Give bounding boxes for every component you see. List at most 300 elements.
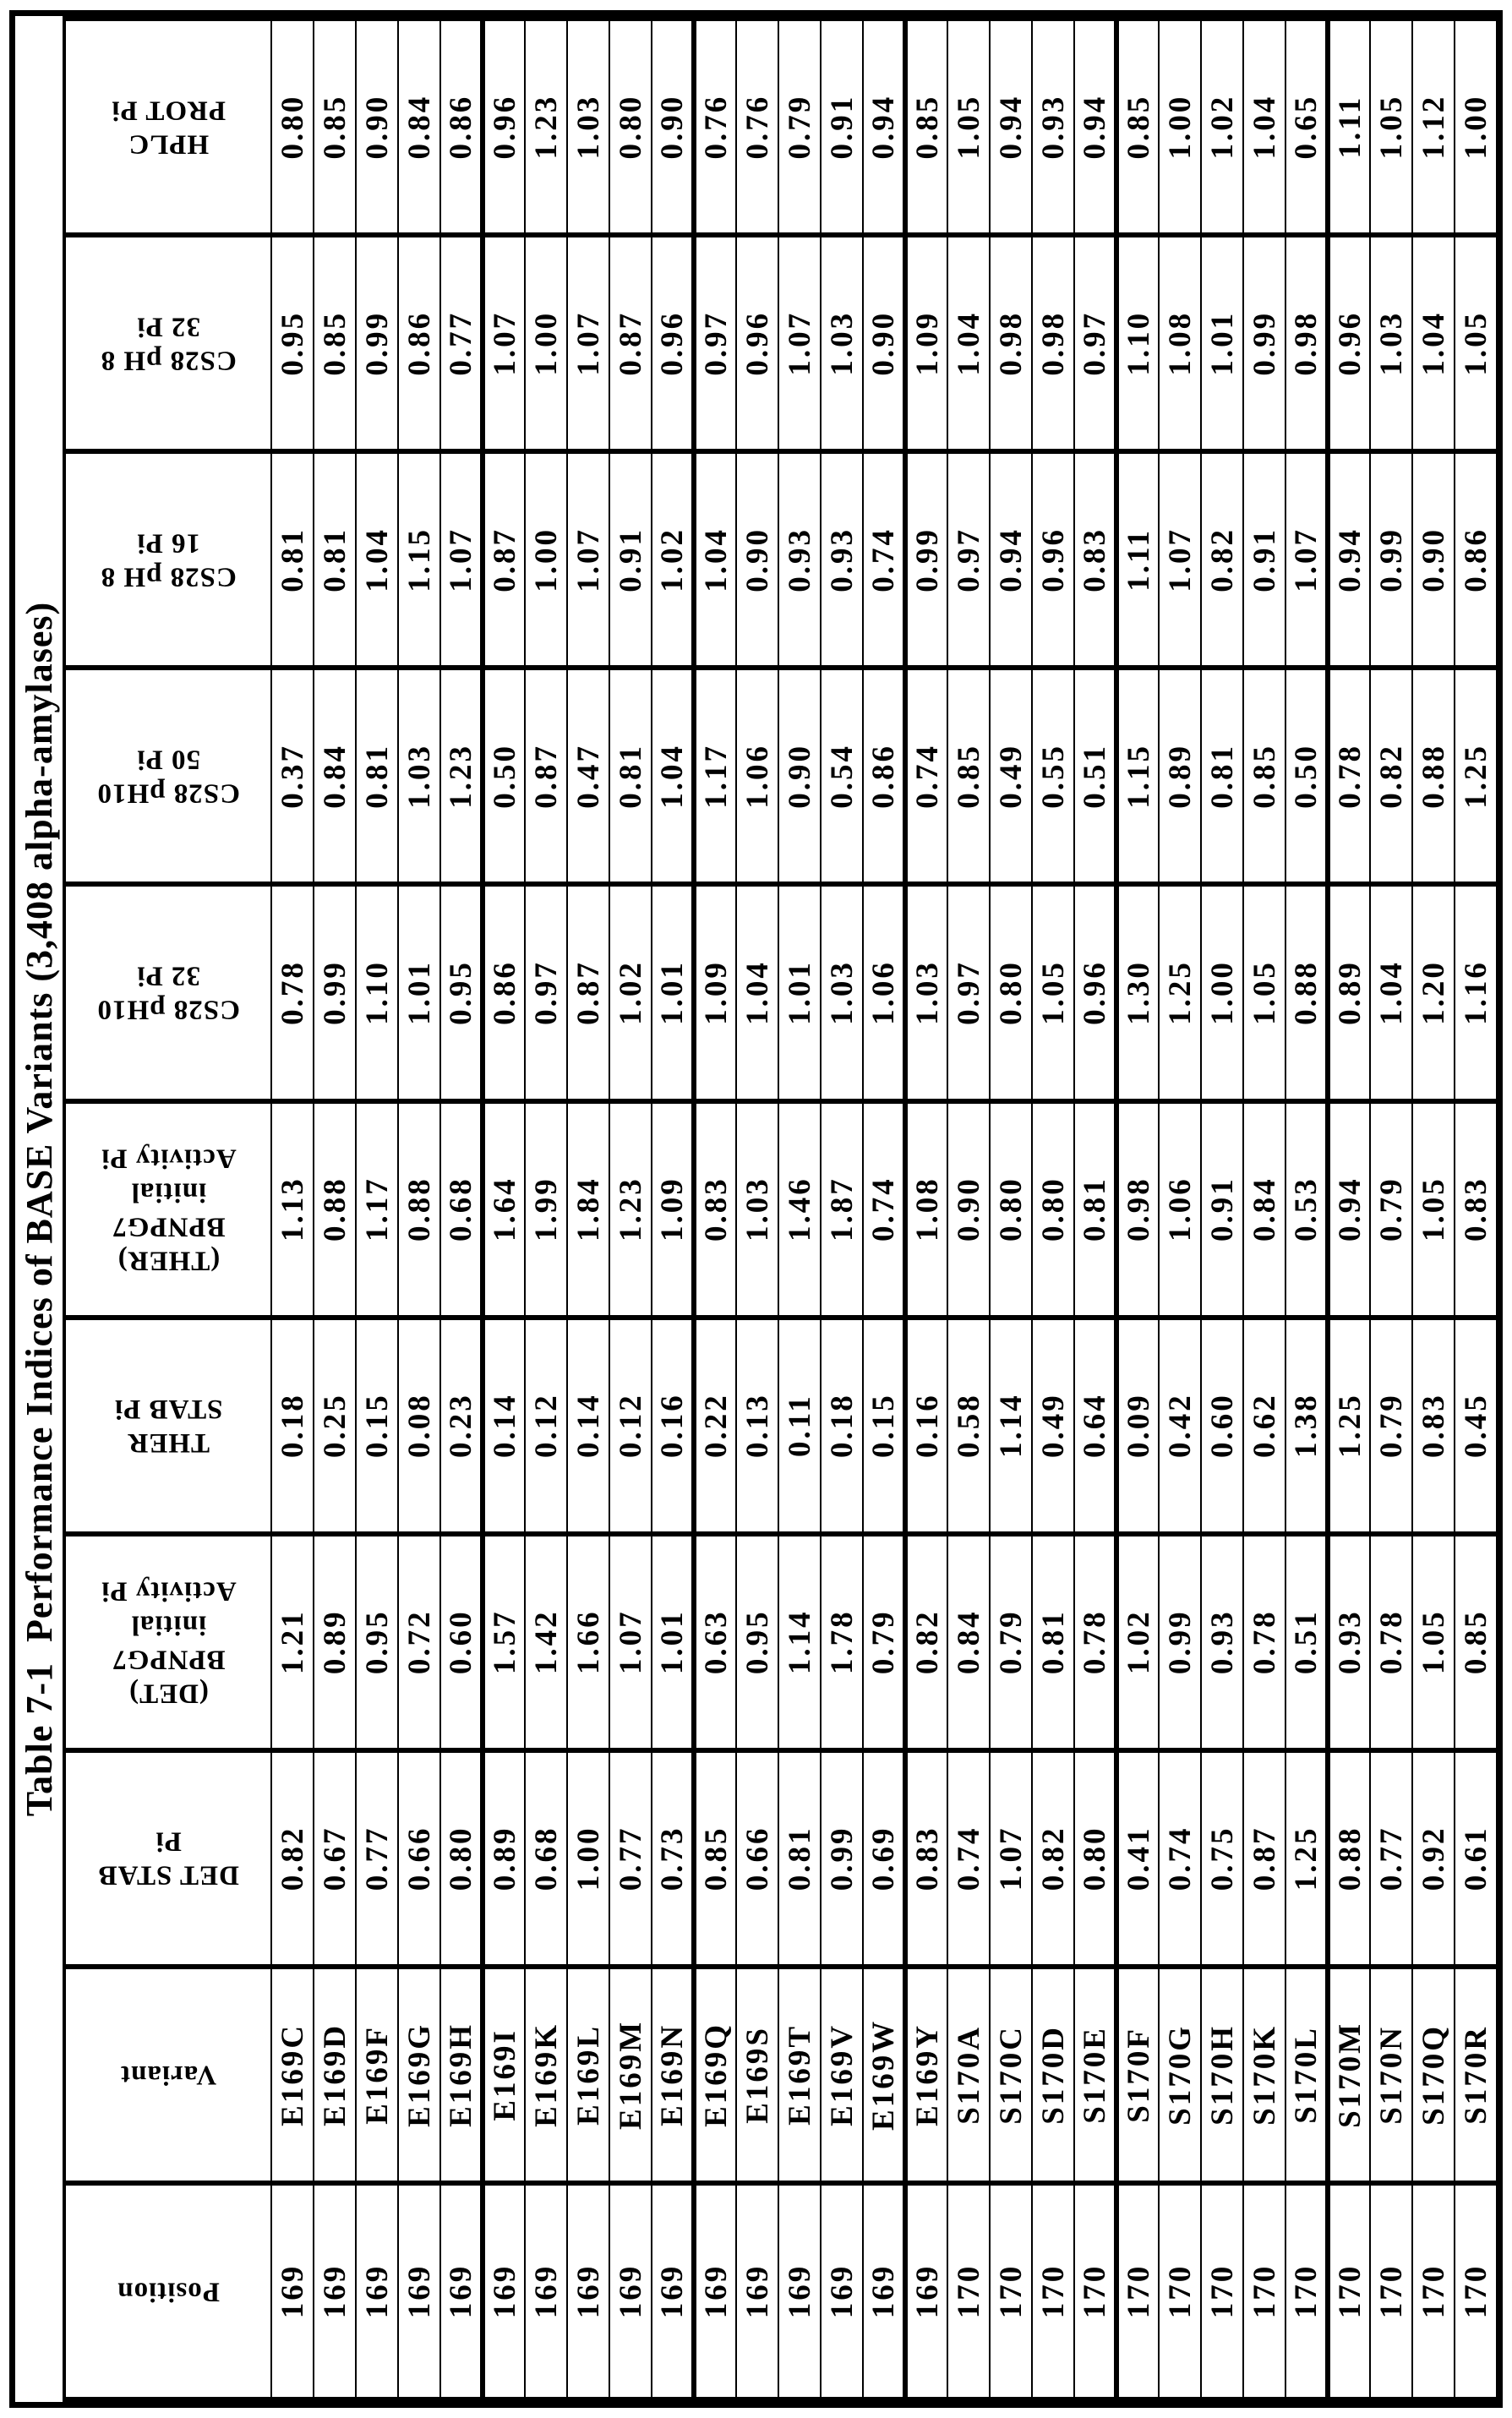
cell-cs28_ph10_32: 0.78 <box>271 884 314 1100</box>
cell-hplc_prot: 0.90 <box>356 19 398 235</box>
cell-det_act: 0.95 <box>356 1534 398 1750</box>
cell-variant: S170R <box>1455 1967 1497 2183</box>
cell-ther_stab: 0.45 <box>1455 1318 1497 1534</box>
cell-det_stab: 0.82 <box>1032 1750 1074 1967</box>
cell-cs28_ph10_50: 1.06 <box>736 668 778 884</box>
column-header-wrap <box>100 237 237 449</box>
table-row-S170K <box>1243 19 1285 2399</box>
cell-hplc_prot: 0.76 <box>736 19 778 235</box>
cell-cs28_ph10_50: 0.47 <box>567 668 609 884</box>
cell-cs28_ph8_32: 0.98 <box>1032 235 1074 451</box>
cell-ther_stab: 0.83 <box>1412 1318 1455 1534</box>
cell-det_stab: 0.87 <box>1243 1750 1285 1967</box>
cell-det_stab: 0.66 <box>736 1750 778 1967</box>
cell-det_stab: 0.74 <box>947 1750 990 1967</box>
cell-position: 170 <box>1243 2183 1285 2399</box>
column-header-cs28_ph8_16 <box>64 451 271 668</box>
cell-cs28_ph10_50: 1.25 <box>1455 668 1497 884</box>
column-header-variant <box>64 1967 271 2183</box>
cell-variant: S170G <box>1159 1967 1201 2183</box>
cell-cs28_ph10_32: 1.01 <box>778 884 821 1100</box>
cell-ther_act: 0.68 <box>440 1101 483 1318</box>
cell-cs28_ph8_32: 1.09 <box>905 235 947 451</box>
cell-ther_stab: 0.12 <box>609 1318 652 1534</box>
cell-ther_stab: 0.16 <box>905 1318 947 1534</box>
column-header-wrap <box>117 2186 220 2397</box>
cell-variant: E169I <box>483 1967 525 2183</box>
cell-cs28_ph10_50: 1.23 <box>440 668 483 884</box>
cell-cs28_ph8_16: 0.74 <box>863 451 905 668</box>
column-header-det_stab <box>64 1750 271 1967</box>
cell-det_stab: 0.77 <box>609 1750 652 1967</box>
cell-det_act: 0.93 <box>1328 1534 1370 1750</box>
cell-ther_stab: 0.16 <box>652 1318 694 1534</box>
cell-cs28_ph10_50: 0.88 <box>1412 668 1455 884</box>
cell-det_stab: 0.80 <box>440 1750 483 1967</box>
cell-position: 170 <box>1370 2183 1412 2399</box>
cell-cs28_ph8_16: 1.04 <box>694 451 736 668</box>
cell-cs28_ph8_32: 1.07 <box>567 235 609 451</box>
cell-cs28_ph8_16: 0.94 <box>1328 451 1370 668</box>
cell-det_act: 0.81 <box>1032 1534 1074 1750</box>
column-header-wrap <box>111 21 226 232</box>
cell-det_stab: 0.41 <box>1116 1750 1159 1967</box>
cell-cs28_ph8_32: 0.96 <box>736 235 778 451</box>
cell-variant: E169T <box>778 1967 821 2183</box>
cell-cs28_ph10_32: 0.80 <box>990 884 1032 1100</box>
cell-ther_act: 0.88 <box>398 1101 440 1318</box>
cell-det_stab: 0.89 <box>483 1750 525 1967</box>
cell-variant: E169N <box>652 1967 694 2183</box>
cell-det_stab: 0.67 <box>314 1750 356 1967</box>
cell-det_stab: 0.66 <box>398 1750 440 1967</box>
cell-cs28_ph8_16: 0.91 <box>1243 451 1285 668</box>
cell-cs28_ph10_32: 1.20 <box>1412 884 1455 1100</box>
cell-cs28_ph8_32: 0.98 <box>1285 235 1328 451</box>
cell-det_stab: 0.75 <box>1201 1750 1243 1967</box>
table-row-S170M <box>1328 19 1370 2399</box>
cell-ther_stab: 0.49 <box>1032 1318 1074 1534</box>
cell-position: 170 <box>1455 2183 1497 2399</box>
cell-ther_act: 0.83 <box>694 1101 736 1318</box>
table-row-S170L <box>1285 19 1328 2399</box>
cell-position: 169 <box>652 2183 694 2399</box>
cell-det_act: 1.07 <box>609 1534 652 1750</box>
rotated-table-container <box>9 10 1503 2408</box>
cell-cs28_ph10_32: 1.30 <box>1116 884 1159 1100</box>
column-header-label: Position <box>117 2276 220 2307</box>
cell-cs28_ph8_16: 0.87 <box>483 451 525 668</box>
table-row-E169S <box>736 19 778 2399</box>
cell-det_act: 0.63 <box>694 1534 736 1750</box>
cell-cs28_ph8_32: 0.96 <box>652 235 694 451</box>
column-header-cs28_ph10_32 <box>64 884 271 1100</box>
cell-position: 170 <box>947 2183 990 2399</box>
cell-ther_stab: 0.64 <box>1074 1318 1116 1534</box>
cell-det_stab: 1.07 <box>990 1750 1032 1967</box>
cell-det_stab: 0.77 <box>1370 1750 1412 1967</box>
cell-cs28_ph8_16: 0.97 <box>947 451 990 668</box>
cell-hplc_prot: 0.94 <box>863 19 905 235</box>
column-header-hplc_prot <box>64 19 271 235</box>
cell-det_stab: 0.81 <box>778 1750 821 1967</box>
cell-cs28_ph10_50: 1.15 <box>1116 668 1159 884</box>
cell-cs28_ph8_16: 1.07 <box>1285 451 1328 668</box>
cell-cs28_ph10_32: 1.03 <box>905 884 947 1100</box>
cell-ther_act: 1.99 <box>525 1101 567 1318</box>
cell-variant: E169H <box>440 1967 483 2183</box>
cell-cs28_ph10_32: 0.99 <box>314 884 356 1100</box>
column-header-wrap <box>97 1753 239 1964</box>
cell-hplc_prot: 0.85 <box>314 19 356 235</box>
cell-cs28_ph10_50: 0.87 <box>525 668 567 884</box>
cell-cs28_ph8_16: 0.90 <box>736 451 778 668</box>
cell-cs28_ph8_32: 0.77 <box>440 235 483 451</box>
cell-ther_stab: 0.11 <box>778 1318 821 1534</box>
cell-cs28_ph10_50: 0.89 <box>1159 668 1201 884</box>
cell-ther_stab: 0.62 <box>1243 1318 1285 1534</box>
cell-ther_stab: 1.25 <box>1328 1318 1370 1534</box>
cell-cs28_ph10_50: 0.54 <box>821 668 863 884</box>
column-header-label: CS28 pH 8 32 Pi <box>100 311 237 376</box>
cell-position: 169 <box>525 2183 567 2399</box>
cell-cs28_ph10_50: 0.81 <box>609 668 652 884</box>
cell-cs28_ph10_50: 0.84 <box>314 668 356 884</box>
cell-variant: S170A <box>947 1967 990 2183</box>
cell-ther_stab: 0.22 <box>694 1318 736 1534</box>
cell-cs28_ph8_16: 0.86 <box>1455 451 1497 668</box>
column-header-wrap <box>101 1104 237 1315</box>
cell-det_stab: 0.61 <box>1455 1750 1497 1967</box>
table-row-S170R <box>1455 19 1497 2399</box>
cell-cs28_ph8_32: 1.10 <box>1116 235 1159 451</box>
cell-variant: S170Q <box>1412 1967 1455 2183</box>
cell-position: 169 <box>778 2183 821 2399</box>
column-header-label: Variant <box>120 2060 216 2091</box>
cell-position: 170 <box>1159 2183 1201 2399</box>
cell-hplc_prot: 0.65 <box>1285 19 1328 235</box>
cell-position: 169 <box>905 2183 947 2399</box>
cell-det_stab: 0.80 <box>1074 1750 1116 1967</box>
cell-hplc_prot: 1.00 <box>1455 19 1497 235</box>
cell-cs28_ph10_32: 1.00 <box>1201 884 1243 1100</box>
cell-variant: S170F <box>1116 1967 1159 2183</box>
cell-cs28_ph10_32: 0.96 <box>1074 884 1116 1100</box>
cell-position: 169 <box>271 2183 314 2399</box>
cell-ther_stab: 0.23 <box>440 1318 483 1534</box>
table-row-E169C <box>271 19 314 2399</box>
cell-ther_stab: 0.08 <box>398 1318 440 1534</box>
cell-ther_act: 0.94 <box>1328 1101 1370 1318</box>
cell-cs28_ph10_32: 0.87 <box>567 884 609 1100</box>
cell-cs28_ph10_50: 0.81 <box>356 668 398 884</box>
cell-cs28_ph8_16: 0.90 <box>1412 451 1455 668</box>
cell-position: 169 <box>567 2183 609 2399</box>
cell-variant: S170N <box>1370 1967 1412 2183</box>
cell-ther_act: 0.80 <box>990 1101 1032 1318</box>
cell-det_act: 1.02 <box>1116 1534 1159 1750</box>
cell-ther_stab: 0.25 <box>314 1318 356 1534</box>
cell-hplc_prot: 0.94 <box>1074 19 1116 235</box>
cell-variant: E169M <box>609 1967 652 2183</box>
cell-ther_act: 0.79 <box>1370 1101 1412 1318</box>
cell-det_act: 0.60 <box>440 1534 483 1750</box>
column-header-label: HPLC PROT Pi <box>111 95 226 160</box>
cell-det_act: 0.79 <box>863 1534 905 1750</box>
cell-cs28_ph8_16: 1.15 <box>398 451 440 668</box>
cell-variant: E169Q <box>694 1967 736 2183</box>
cell-position: 170 <box>1116 2183 1159 2399</box>
cell-hplc_prot: 1.11 <box>1328 19 1370 235</box>
cell-det_stab: 0.82 <box>271 1750 314 1967</box>
cell-det_act: 1.05 <box>1412 1534 1455 1750</box>
cell-cs28_ph8_16: 0.93 <box>821 451 863 668</box>
cell-ther_act: 1.13 <box>271 1101 314 1318</box>
cell-det_act: 0.78 <box>1074 1534 1116 1750</box>
cell-ther_stab: 0.14 <box>567 1318 609 1534</box>
cell-ther_stab: 1.38 <box>1285 1318 1328 1534</box>
cell-ther_stab: 0.42 <box>1159 1318 1201 1534</box>
cell-cs28_ph8_32: 1.00 <box>525 235 567 451</box>
cell-cs28_ph8_16: 1.02 <box>652 451 694 668</box>
cell-variant: E169Y <box>905 1967 947 2183</box>
cell-cs28_ph10_50: 0.50 <box>1285 668 1328 884</box>
cell-cs28_ph8_16: 0.96 <box>1032 451 1074 668</box>
table-row-E169Q <box>694 19 736 2399</box>
cell-cs28_ph10_32: 0.97 <box>525 884 567 1100</box>
cell-ther_act: 1.08 <box>905 1101 947 1318</box>
table-row-S170N <box>1370 19 1412 2399</box>
column-header-label: CS28 pH 8 16 Pi <box>100 527 237 592</box>
cell-det_act: 0.79 <box>990 1534 1032 1750</box>
cell-det_act: 0.89 <box>314 1534 356 1750</box>
cell-variant: E169V <box>821 1967 863 2183</box>
cell-ther_stab: 0.79 <box>1370 1318 1412 1534</box>
cell-ther_act: 0.83 <box>1455 1101 1497 1318</box>
column-header-label: THER STAB Pi <box>113 1393 223 1458</box>
cell-cs28_ph10_50: 1.17 <box>694 668 736 884</box>
cell-cs28_ph8_16: 1.07 <box>440 451 483 668</box>
cell-ther_act: 0.81 <box>1074 1101 1116 1318</box>
table-row-E169N <box>652 19 694 2399</box>
cell-ther_act: 1.05 <box>1412 1101 1455 1318</box>
cell-det_act: 0.93 <box>1201 1534 1243 1750</box>
cell-det_act: 0.78 <box>1243 1534 1285 1750</box>
cell-cs28_ph8_32: 0.97 <box>694 235 736 451</box>
cell-cs28_ph10_32: 1.03 <box>821 884 863 1100</box>
cell-cs28_ph10_50: 1.03 <box>398 668 440 884</box>
cell-position: 170 <box>1074 2183 1116 2399</box>
cell-hplc_prot: 0.79 <box>778 19 821 235</box>
cell-cs28_ph10_50: 0.50 <box>483 668 525 884</box>
cell-cs28_ph8_32: 1.07 <box>778 235 821 451</box>
cell-cs28_ph8_16: 0.93 <box>778 451 821 668</box>
cell-hplc_prot: 1.00 <box>1159 19 1201 235</box>
cell-ther_stab: 0.18 <box>821 1318 863 1534</box>
cell-cs28_ph10_50: 1.04 <box>652 668 694 884</box>
cell-det_stab: 0.69 <box>863 1750 905 1967</box>
cell-det_stab: 0.73 <box>652 1750 694 1967</box>
table-row-S170H <box>1201 19 1243 2399</box>
cell-cs28_ph10_32: 1.09 <box>694 884 736 1100</box>
cell-position: 169 <box>736 2183 778 2399</box>
cell-cs28_ph10_50: 0.86 <box>863 668 905 884</box>
table-row-E169K <box>525 19 567 2399</box>
table-row-E169H <box>440 19 483 2399</box>
cell-hplc_prot: 1.02 <box>1201 19 1243 235</box>
cell-position: 169 <box>821 2183 863 2399</box>
column-header-label: (DET) BPNPG7 initial Activity Pi <box>100 1575 237 1709</box>
column-header-label: CS28 pH10 32 Pi <box>96 960 240 1025</box>
cell-hplc_prot: 0.84 <box>398 19 440 235</box>
cell-position: 169 <box>863 2183 905 2399</box>
cell-cs28_ph8_16: 0.82 <box>1201 451 1243 668</box>
cell-cs28_ph10_32: 0.88 <box>1285 884 1328 1100</box>
cell-det_stab: 0.77 <box>356 1750 398 1967</box>
cell-cs28_ph8_16: 0.83 <box>1074 451 1116 668</box>
cell-position: 170 <box>1201 2183 1243 2399</box>
column-header-wrap <box>96 887 240 1098</box>
column-header-wrap <box>101 1536 237 1748</box>
cell-cs28_ph10_50: 0.51 <box>1074 668 1116 884</box>
cell-cs28_ph10_32: 1.02 <box>609 884 652 1100</box>
cell-cs28_ph10_32: 0.89 <box>1328 884 1370 1100</box>
cell-det_act: 1.42 <box>525 1534 567 1750</box>
cell-variant: S170M <box>1328 1967 1370 2183</box>
cell-ther_act: 1.23 <box>609 1101 652 1318</box>
cell-cs28_ph8_16: 0.99 <box>905 451 947 668</box>
cell-cs28_ph8_16: 1.07 <box>1159 451 1201 668</box>
cell-hplc_prot: 0.85 <box>1116 19 1159 235</box>
cell-cs28_ph10_32: 0.95 <box>440 884 483 1100</box>
cell-ther_stab: 0.12 <box>525 1318 567 1534</box>
cell-position: 169 <box>609 2183 652 2399</box>
table-title: Table 7-1 Performance Indices of BASE Variants (3,408 alpha-amylases) <box>18 601 60 1817</box>
cell-det_act: 0.84 <box>947 1534 990 1750</box>
cell-det_act: 1.57 <box>483 1534 525 1750</box>
table-frame <box>9 10 1503 2408</box>
cell-cs28_ph8_32: 0.87 <box>609 235 652 451</box>
cell-det_act: 1.21 <box>271 1534 314 1750</box>
cell-ther_act: 1.46 <box>778 1101 821 1318</box>
cell-det_stab: 0.83 <box>905 1750 947 1967</box>
table-row-E169F <box>356 19 398 2399</box>
cell-cs28_ph10_50: 0.74 <box>905 668 947 884</box>
cell-cs28_ph8_16: 0.99 <box>1370 451 1412 668</box>
cell-hplc_prot: 0.90 <box>652 19 694 235</box>
cell-det_stab: 0.92 <box>1412 1750 1455 1967</box>
cell-det_stab: 0.85 <box>694 1750 736 1967</box>
cell-ther_act: 1.87 <box>821 1101 863 1318</box>
cell-variant: S170E <box>1074 1967 1116 2183</box>
cell-position: 169 <box>356 2183 398 2399</box>
cell-cs28_ph8_32: 1.03 <box>821 235 863 451</box>
cell-variant: S170H <box>1201 1967 1243 2183</box>
cell-ther_act: 0.90 <box>947 1101 990 1318</box>
cell-ther_act: 0.74 <box>863 1101 905 1318</box>
cell-cs28_ph8_32: 0.99 <box>356 235 398 451</box>
cell-hplc_prot: 0.85 <box>905 19 947 235</box>
cell-ther_act: 0.88 <box>314 1101 356 1318</box>
cell-det_act: 1.78 <box>821 1534 863 1750</box>
column-header-cs28_ph8_32 <box>64 235 271 451</box>
cell-cs28_ph10_32: 1.05 <box>1243 884 1285 1100</box>
cell-ther_stab: 0.58 <box>947 1318 990 1534</box>
cell-det_stab: 1.25 <box>1285 1750 1328 1967</box>
cell-hplc_prot: 1.05 <box>1370 19 1412 235</box>
cell-det_act: 1.66 <box>567 1534 609 1750</box>
cell-cs28_ph10_32: 1.10 <box>356 884 398 1100</box>
cell-variant: E169D <box>314 1967 356 2183</box>
column-header-ther_act <box>64 1101 271 1318</box>
cell-ther_act: 1.09 <box>652 1101 694 1318</box>
cell-hplc_prot: 1.12 <box>1412 19 1455 235</box>
column-header-wrap <box>96 670 240 882</box>
table-row-E169D <box>314 19 356 2399</box>
cell-hplc_prot: 1.04 <box>1243 19 1285 235</box>
cell-position: 169 <box>398 2183 440 2399</box>
table-body <box>271 19 1497 2399</box>
cell-det_act: 0.78 <box>1370 1534 1412 1750</box>
table-row-E169W <box>863 19 905 2399</box>
table-row-S170C <box>990 19 1032 2399</box>
cell-det_stab: 0.88 <box>1328 1750 1370 1967</box>
cell-variant: E169W <box>863 1967 905 2183</box>
cell-cs28_ph8_16: 1.00 <box>525 451 567 668</box>
cell-det_act: 0.95 <box>736 1534 778 1750</box>
cell-ther_stab: 0.13 <box>736 1318 778 1534</box>
cell-cs28_ph8_32: 1.07 <box>483 235 525 451</box>
cell-cs28_ph8_16: 0.94 <box>990 451 1032 668</box>
cell-ther_act: 1.06 <box>1159 1101 1201 1318</box>
cell-cs28_ph10_32: 0.97 <box>947 884 990 1100</box>
cell-cs28_ph10_32: 1.01 <box>398 884 440 1100</box>
cell-det_stab: 1.00 <box>567 1750 609 1967</box>
cell-cs28_ph8_32: 0.97 <box>1074 235 1116 451</box>
cell-position: 169 <box>440 2183 483 2399</box>
table-row-E169G <box>398 19 440 2399</box>
column-header-ther_stab <box>64 1318 271 1534</box>
performance-indices-table <box>63 16 1498 2402</box>
column-header-wrap <box>100 454 237 665</box>
cell-variant: S170K <box>1243 1967 1285 2183</box>
cell-hplc_prot: 0.86 <box>440 19 483 235</box>
cell-cs28_ph10_50: 0.78 <box>1328 668 1370 884</box>
cell-cs28_ph8_32: 1.01 <box>1201 235 1243 451</box>
cell-cs28_ph10_32: 1.25 <box>1159 884 1201 1100</box>
cell-cs28_ph10_50: 0.85 <box>947 668 990 884</box>
cell-ther_act: 0.80 <box>1032 1101 1074 1318</box>
cell-cs28_ph8_16: 0.81 <box>314 451 356 668</box>
cell-hplc_prot: 1.05 <box>947 19 990 235</box>
cell-cs28_ph10_50: 0.55 <box>1032 668 1074 884</box>
column-header-wrap <box>120 1969 216 2181</box>
cell-det_stab: 0.74 <box>1159 1750 1201 1967</box>
cell-det_act: 0.99 <box>1159 1534 1201 1750</box>
cell-hplc_prot: 0.91 <box>821 19 863 235</box>
cell-hplc_prot: 0.76 <box>694 19 736 235</box>
cell-hplc_prot: 0.94 <box>990 19 1032 235</box>
cell-cs28_ph8_32: 0.95 <box>271 235 314 451</box>
cell-ther_act: 1.64 <box>483 1101 525 1318</box>
cell-variant: S170C <box>990 1967 1032 2183</box>
cell-ther_act: 1.84 <box>567 1101 609 1318</box>
column-header-cs28_ph10_50 <box>64 668 271 884</box>
table-row-E169L <box>567 19 609 2399</box>
cell-position: 170 <box>1328 2183 1370 2399</box>
cell-cs28_ph10_50: 0.49 <box>990 668 1032 884</box>
cell-ther_act: 1.17 <box>356 1101 398 1318</box>
